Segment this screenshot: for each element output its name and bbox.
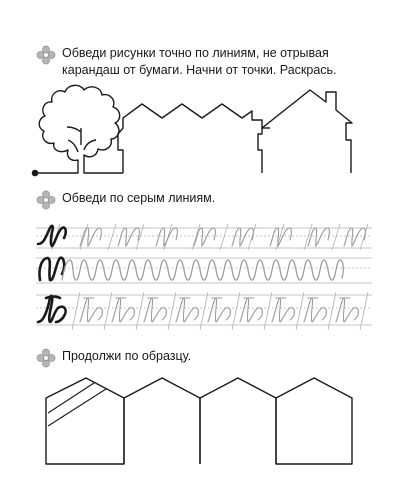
tracing-figure-house[interactable] (262, 90, 352, 173)
house-outline-3[interactable] (200, 378, 276, 464)
house-outline-4[interactable] (276, 378, 352, 464)
copybook-row-2 (36, 258, 372, 283)
house-outline-1[interactable] (46, 378, 124, 464)
start-dot (32, 170, 37, 175)
task-2-instruction: Обведи по серым линиям. (62, 191, 216, 205)
copybook-row-1 (36, 224, 372, 250)
tracing-figure-tree[interactable] (32, 85, 123, 175)
sample-hatching (48, 383, 106, 426)
house-outline-2[interactable] (124, 378, 200, 464)
copybook-row-3 (36, 292, 372, 330)
pattern-houses[interactable] (46, 378, 352, 464)
sample-letter (38, 296, 66, 322)
task-3-instruction: Продолжи по образцу. (62, 349, 192, 363)
sample-letter (39, 258, 64, 280)
task-1-instruction: Обведи рисунки точно по линиям, не отрывая карандаш от бумаги. Начни от точки. Раскрась. (62, 46, 337, 77)
tracing-figure-zigzag-roof[interactable] (118, 104, 262, 173)
